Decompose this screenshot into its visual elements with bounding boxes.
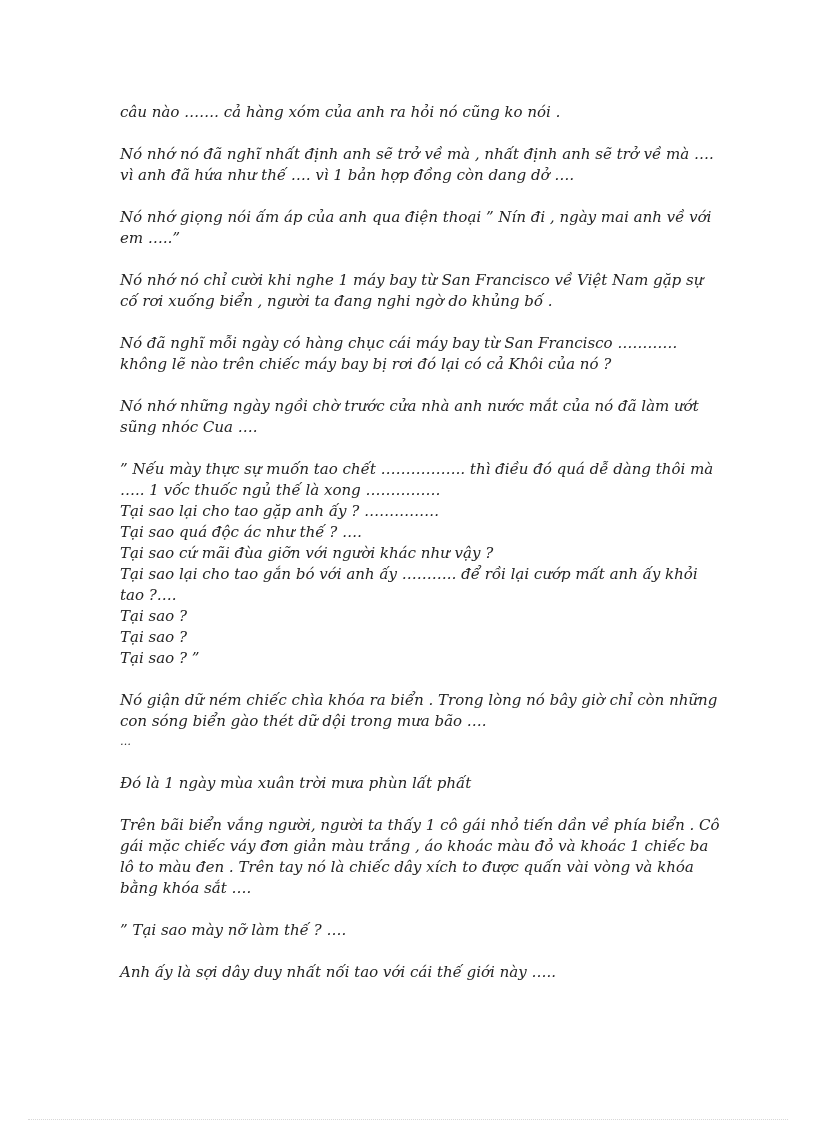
paragraph: Nó nhớ giọng nói ấm áp của anh qua điện thoại ” Nín đi , ngày mai anh về với em …..”	[120, 208, 717, 247]
paragraph-line: Tại sao lại cho tao gặp anh ấy ? ……………	[120, 502, 440, 520]
paragraph: ” Tại sao mày nỡ làm thế ? ….	[120, 921, 347, 939]
page-bottom-divider	[28, 1119, 788, 1120]
paragraph: Nó giận dữ ném chiếc chìa khóa ra biển . Trong lòng nó bây giờ chỉ còn những con sóng biển gào thét dữ dội trong mưa bão ….	[120, 691, 723, 730]
paragraph-line: Tại sao quá độc ác như thế ? ….	[120, 523, 362, 541]
paragraph: Nó đã nghĩ mỗi ngày có hàng chục cái máy bay từ San Francisco ………… không lẽ nào trên chiếc máy bay bị rơi đó lại có cả Khôi của nó ?	[120, 334, 683, 373]
paragraph: Nó nhớ những ngày ngồi chờ trước cửa nhà anh nước mắt của nó đã làm ướt sũng nhóc Cua ….	[120, 397, 704, 436]
paragraph: Trên bãi biển vắng người, người ta thấy 1 cô gái nhỏ tiến dần về phía biển . Cô gái mặc chiếc váy đơn giản màu trắng , áo khoác màu đỏ và khoác 1 chiếc ba lô to màu đen . Trên tay nó là chiếc dây xích to được quấn vài vòng và khóa bằng khóa sắt ….	[120, 816, 725, 897]
paragraph: Nó nhớ nó chỉ cười khi nghe 1 máy bay từ San Francisco về Việt Nam gặp sự cố rơi xuống biển , người ta đang nghi ngờ do khủng bố .	[120, 271, 709, 310]
ellipsis-line: …	[120, 735, 131, 748]
paragraph: Anh ấy là sợi dây duy nhất nối tao với cái thế giới này …..	[120, 963, 556, 981]
paragraph-line: Tại sao cứ mãi đùa giỡn với người khác như vậy ?	[120, 544, 494, 562]
paragraph-line: Tại sao ?	[120, 607, 187, 625]
paragraph: ” Nếu mày thực sự muốn tao chết …………….. thì điều đó quá dễ dàng thôi mà ….. 1 vốc thuốc ngủ thế là xong ……………	[120, 460, 719, 499]
document-body	[120, 102, 725, 1004]
paragraph-line: Tại sao ? ”	[120, 649, 200, 667]
paragraph-line: câu nào ……. cả hàng xóm của anh ra hỏi nó cũng ko nói .	[120, 103, 561, 121]
paragraph: Đó là 1 ngày mùa xuân trời mưa phùn lất phất	[120, 774, 472, 792]
paragraph-line: Tại sao ?	[120, 628, 187, 646]
paragraph-line: Tại sao lại cho tao gắn bó với anh ấy ……….. để rồi lại cướp mất anh ấy khỏi tao ?….	[120, 565, 703, 604]
paragraph: Nó nhớ nó đã nghĩ nhất định anh sẽ trở về mà , nhất định anh sẽ trở về mà …. vì anh đã hứa như thế …. vì 1 bản hợp đồng còn dang dở ….	[120, 145, 719, 184]
